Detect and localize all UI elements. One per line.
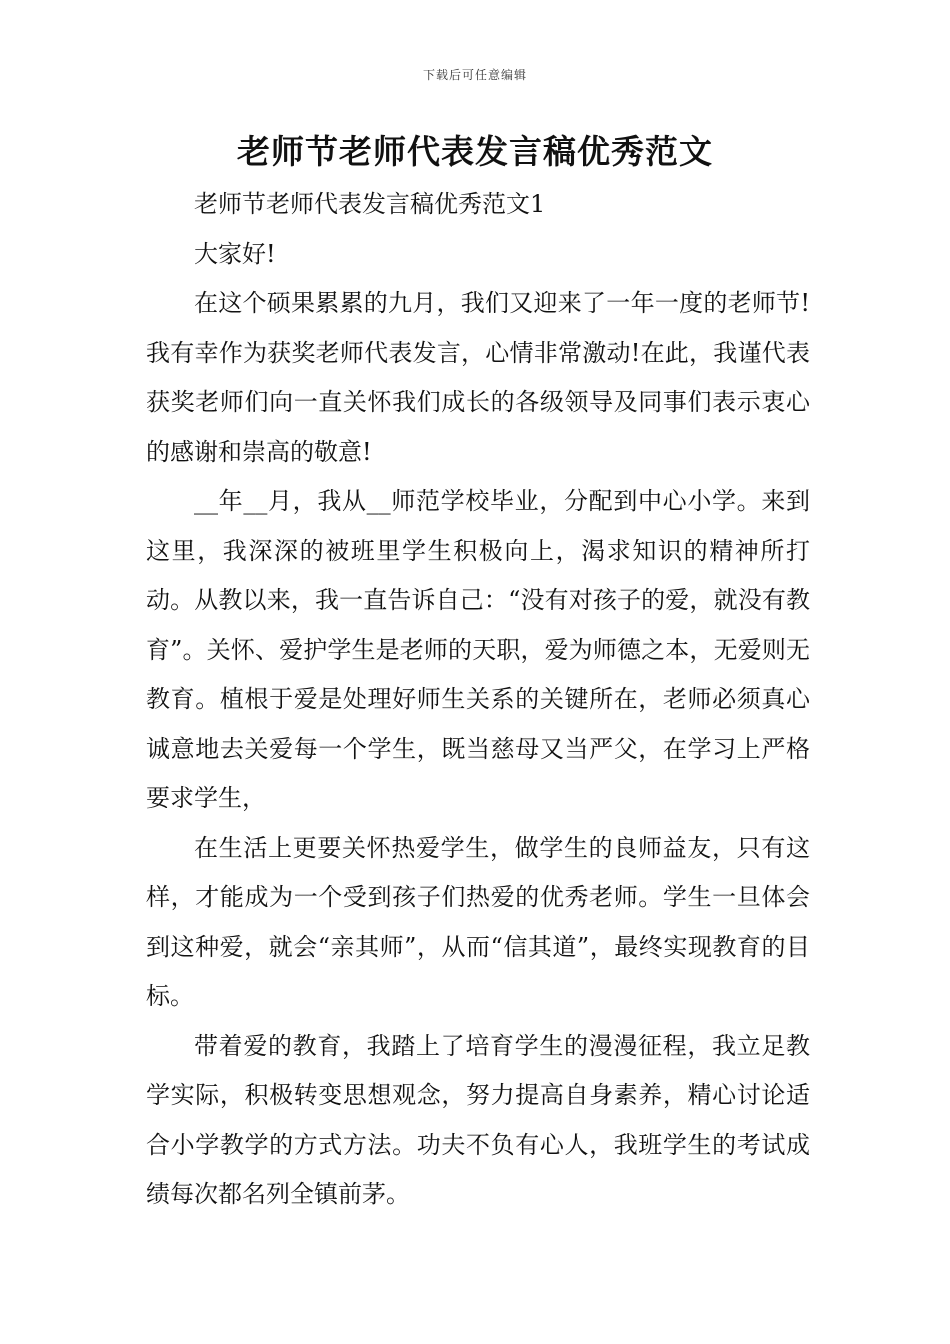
body-paragraph: __年__月，我从__师范学校毕业，分配到中心小学。来到这里，我深深的被班里学生积极向上，渴求知识的精神所打动。从教以来，我一直告诉自己：“没有对孩子的爱，就没有教育”。关怀、爱护学生是老师的天职，爱为师德之本，无爱则无教育。植根于爱是处理好师生关系的关键所在，老师必须真心诚意地去关爱每一个学生，既当慈母又当严父，在学习上严格要求学生， <box>146 487 810 812</box>
header-note: 下载后可任意编辑 <box>422 68 527 82</box>
body-paragraph: 在这个硕果累累的九月，我们又迎来了一年一度的老师节!我有幸作为获奖老师代表发言，心情非常激动!在此，我谨代表获奖老师们向一直关怀我们成长的各级领导及同事们表示衷心的感谢和崇高的敬意! <box>146 289 810 466</box>
body-paragraph: 在生活上更要关怀热爱学生，做学生的良师益友，只有这样，才能成为一个受到孩子们热爱的优秀老师。学生一旦体会到这种爱，就会“亲其师”，从而“信其道”，最终实现教育的目标。 <box>146 833 810 1010</box>
document-title: 老师节老师代表发言稿优秀范文 <box>237 132 713 171</box>
subtitle-paragraph: 老师节老师代表发言稿优秀范文1 <box>194 190 546 218</box>
greeting-paragraph: 大家好! <box>194 239 276 268</box>
body-paragraph: 带着爱的教育，我踏上了培育学生的漫漫征程，我立足教学实际，积极转变思想观念，努力提高自身素养，精心讨论适合小学教学的方式方法。功夫不负有心人，我班学生的考试成绩每次都名列全镇前茅。 <box>146 1031 810 1208</box>
document-body <box>146 180 810 1220</box>
